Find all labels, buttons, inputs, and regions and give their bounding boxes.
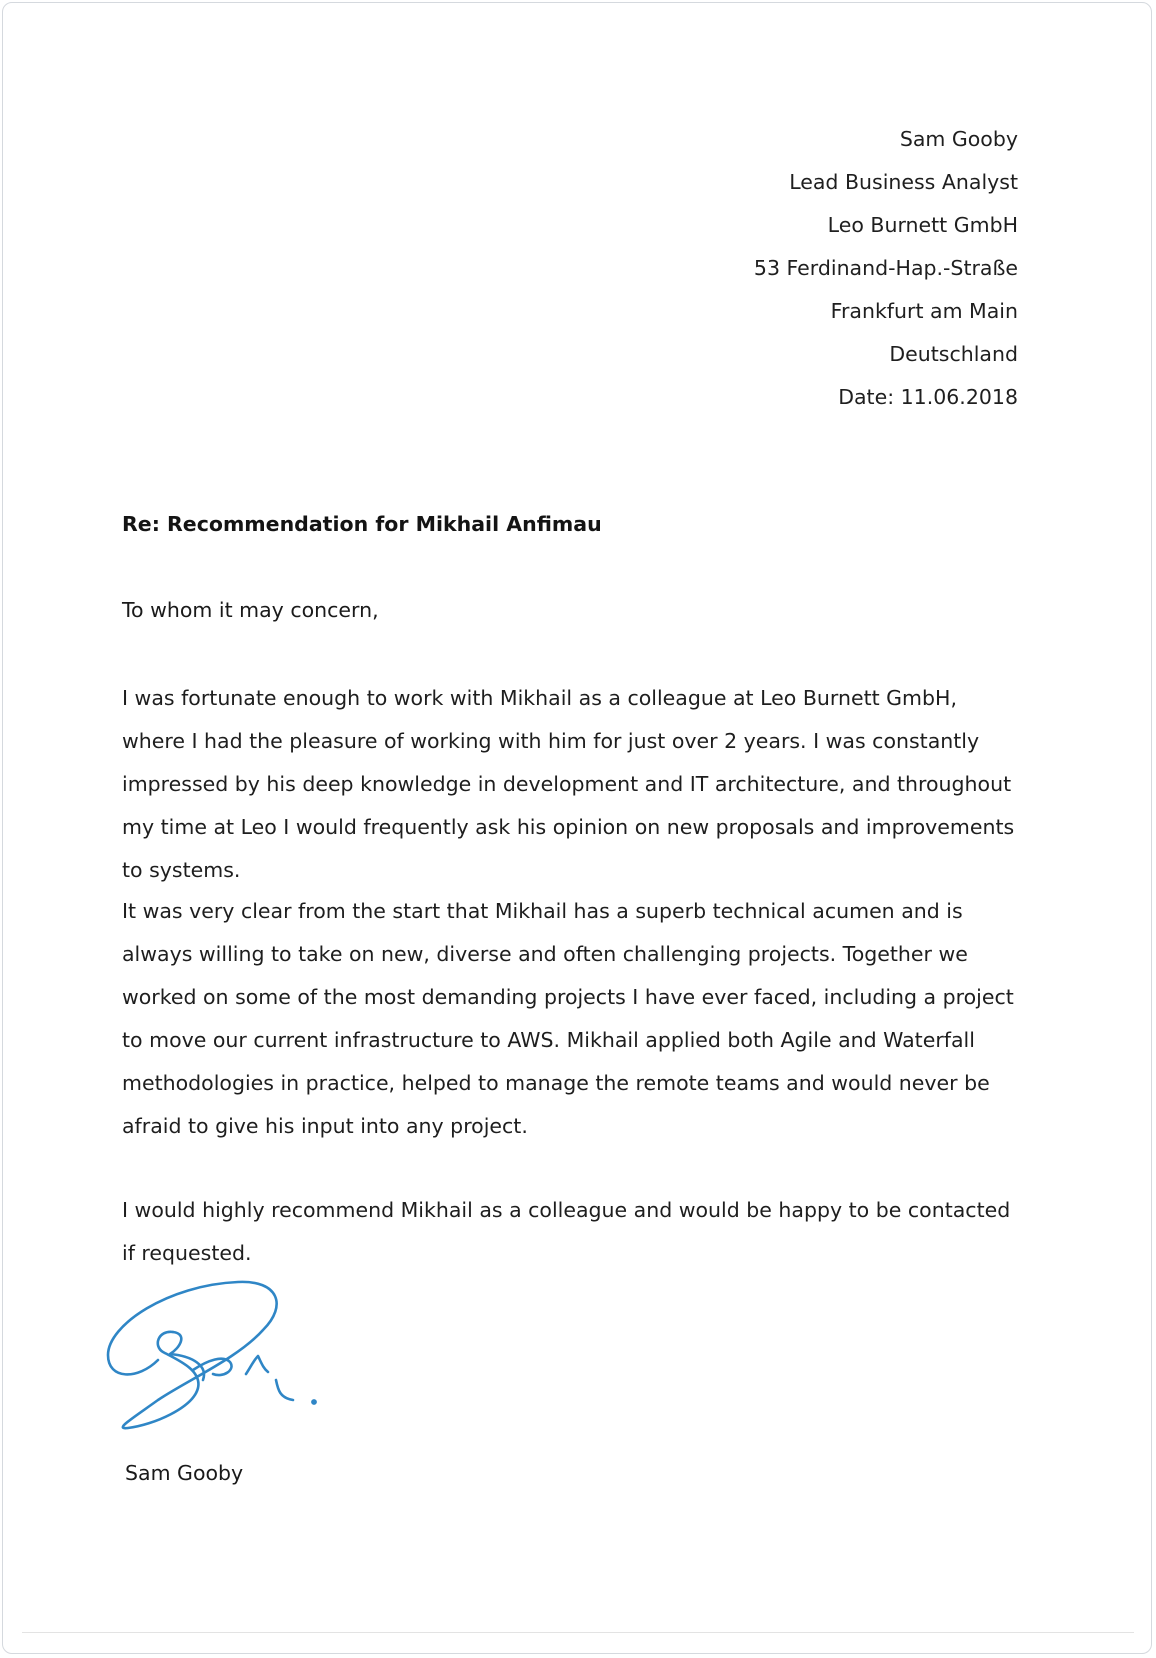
sender-block <box>754 118 1018 419</box>
body-paragraph-2: It was very clear from the start that Mikhail has a superb technical acumen and is always willing to take on new, diverse and often challenging projects. Together we worked on some of the most demanding projects I have ever faced, including a project to move our current infrastructure to AWS. Mikhail applied both Agile and Waterfall methodologies in practice, helped to manage the remote teams and would never be afraid to give his input into any project. <box>122 899 1014 1138</box>
sender-company: Leo Burnett GmbH <box>827 213 1018 237</box>
subject-line: Re: Recommendation for Mikhail Anfimau <box>122 512 602 536</box>
sender-position: Lead Business Analyst <box>789 170 1018 194</box>
sender-country: Deutschland <box>889 342 1018 366</box>
sender-street: 53 Ferdinand-Hap.-Straße <box>753 256 1018 280</box>
body-paragraph-1: I was fortunate enough to work with Mikhail as a colleague at Leo Burnett GmbH, where I had the pleasure of working with him for just over 2 years. I was constantly impressed by his deep knowledge in development and IT architecture, and throughout my time at Leo I would frequently ask his opinion on new proposals and improvements to systems. <box>122 686 1015 882</box>
signature-name: Sam Gooby <box>125 1461 244 1485</box>
salutation: To whom it may concern, <box>122 598 379 622</box>
sender-name: Sam Gooby <box>899 127 1018 151</box>
sender-city: Frankfurt am Main <box>830 299 1018 323</box>
body-paragraph-3: I would highly recommend Mikhail as a colleague and would be happy to be contacted if requested. <box>122 1198 1011 1265</box>
handwritten-signature <box>98 1270 358 1440</box>
letter-date: Date: 11.06.2018 <box>838 385 1018 409</box>
page-bottom-divider <box>22 1632 1134 1633</box>
